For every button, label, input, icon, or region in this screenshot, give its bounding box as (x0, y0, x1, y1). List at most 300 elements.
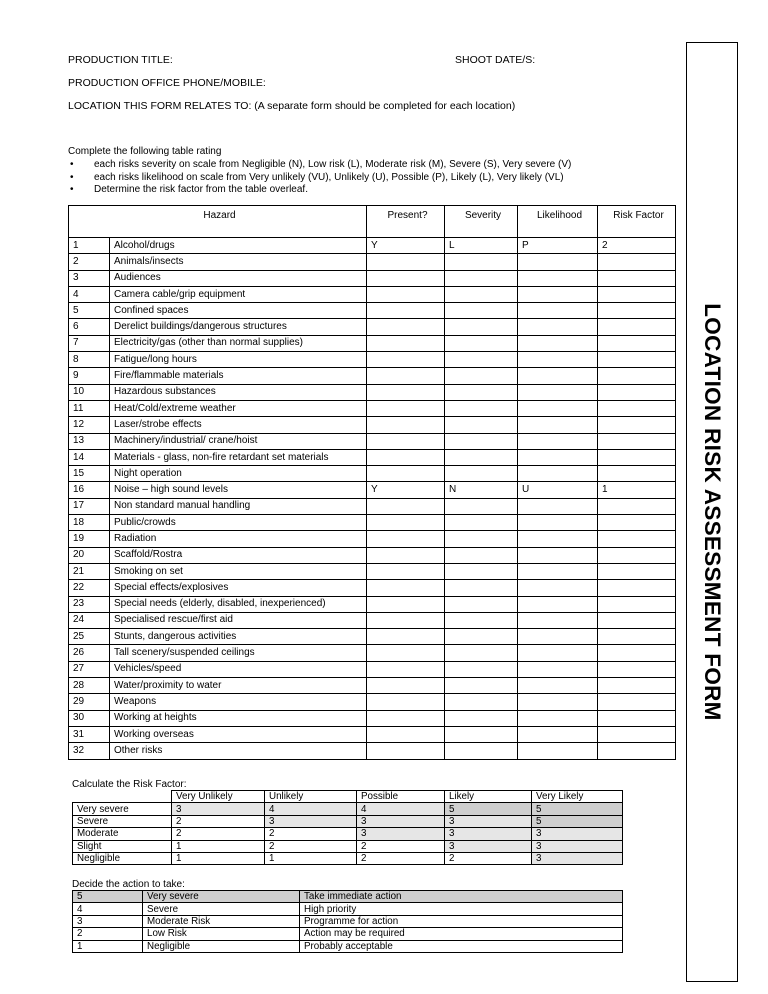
hazard-row (69, 400, 676, 416)
present-cell (367, 400, 445, 416)
instruction-item: • Determine the risk factor from the table overleaf. (68, 184, 668, 197)
hazard-name: Scaffold/Rostra (110, 547, 367, 563)
matrix-col-header: Very Unlikely (172, 791, 265, 803)
present-cell (367, 596, 445, 612)
present-cell (367, 498, 445, 514)
hazard-table (68, 205, 676, 760)
hazard-name: Confined spaces (110, 303, 367, 319)
likelihood-cell (518, 710, 598, 726)
likelihood-cell (518, 743, 598, 759)
risk-factor-cell (598, 645, 676, 661)
risk-factor-cell (598, 449, 676, 465)
matrix-cell: 3 (445, 815, 532, 827)
hazard-number: 15 (69, 466, 110, 482)
hazard-row (69, 335, 676, 351)
matrix-cell: 3 (445, 840, 532, 852)
matrix-cell: 3 (172, 803, 265, 815)
hazard-number: 4 (69, 286, 110, 302)
risk-factor-cell (598, 678, 676, 694)
likelihood-cell (518, 384, 598, 400)
likelihood-cell (518, 694, 598, 710)
hazard-number: 16 (69, 482, 110, 498)
hazard-number: 24 (69, 612, 110, 628)
present-cell (367, 303, 445, 319)
matrix-cell: 5 (532, 815, 623, 827)
hazard-number: 31 (69, 726, 110, 742)
hazard-name: Materials - glass, non-fire retardant set materials (110, 449, 367, 465)
present-cell (367, 466, 445, 482)
hazard-row (69, 563, 676, 579)
likelihood-cell (518, 417, 598, 433)
likelihood-cell (518, 547, 598, 563)
likelihood-cell (518, 335, 598, 351)
col-header-hazard: Hazard (69, 206, 367, 238)
matrix-cell: 4 (265, 803, 357, 815)
risk-matrix (72, 790, 623, 865)
action-severity: Very severe (143, 891, 300, 903)
hazard-row (69, 368, 676, 384)
hazard-number: 6 (69, 319, 110, 335)
matrix-cell: 5 (445, 803, 532, 815)
matrix-cell: 3 (357, 815, 445, 827)
hazard-name: Laser/strobe effects (110, 417, 367, 433)
matrix-cell: 3 (532, 840, 623, 852)
severity-cell: L (445, 238, 518, 254)
hazard-row (69, 498, 676, 514)
hazard-row (69, 254, 676, 270)
risk-factor-cell (598, 515, 676, 531)
hazard-name: Special needs (elderly, disabled, inexperienced) (110, 596, 367, 612)
risk-factor-cell (598, 254, 676, 270)
shoot-dates-label: SHOOT DATE/S: (455, 54, 536, 66)
action-table-title: Decide the action to take: (72, 879, 185, 890)
matrix-cell: 1 (265, 852, 357, 864)
hazard-number: 8 (69, 352, 110, 368)
hazard-name: Water/proximity to water (110, 678, 367, 694)
risk-factor-cell (598, 661, 676, 677)
hazard-row (69, 303, 676, 319)
severity-cell (445, 498, 518, 514)
risk-matrix-row (73, 828, 623, 840)
present-cell: Y (367, 238, 445, 254)
likelihood-cell (518, 678, 598, 694)
hazard-row (69, 726, 676, 742)
likelihood-cell (518, 254, 598, 270)
severity-cell (445, 743, 518, 759)
risk-matrix-row (73, 840, 623, 852)
hazard-row (69, 678, 676, 694)
hazard-number: 21 (69, 563, 110, 579)
matrix-cell: 2 (357, 840, 445, 852)
matrix-row-label: Severe (73, 815, 172, 827)
likelihood-cell (518, 661, 598, 677)
action-table (72, 890, 623, 953)
present-cell (367, 515, 445, 531)
hazard-name: Camera cable/grip equipment (110, 286, 367, 302)
present-cell (367, 694, 445, 710)
present-cell (367, 368, 445, 384)
likelihood-cell (518, 400, 598, 416)
action-severity: Moderate Risk (143, 915, 300, 927)
risk-factor-cell (598, 417, 676, 433)
hazard-row (69, 661, 676, 677)
action-row (73, 903, 623, 915)
likelihood-cell (518, 580, 598, 596)
severity-cell (445, 368, 518, 384)
matrix-row-label: Slight (73, 840, 172, 852)
matrix-cell: 2 (265, 840, 357, 852)
risk-factor-cell (598, 319, 676, 335)
severity-cell (445, 270, 518, 286)
present-cell: Y (367, 482, 445, 498)
hazard-number: 5 (69, 303, 110, 319)
likelihood-cell (518, 629, 598, 645)
matrix-cell: 2 (172, 828, 265, 840)
likelihood-cell: P (518, 238, 598, 254)
hazard-number: 26 (69, 645, 110, 661)
risk-factor-cell (598, 710, 676, 726)
severity-cell (445, 694, 518, 710)
present-cell (367, 286, 445, 302)
matrix-cell: 3 (265, 815, 357, 827)
present-cell (367, 612, 445, 628)
hazard-number: 19 (69, 531, 110, 547)
present-cell (367, 563, 445, 579)
location-label: LOCATION THIS FORM RELATES TO: (A separate form should be completed for each location) (68, 100, 516, 112)
risk-factor-cell (598, 270, 676, 286)
hazard-name: Weapons (110, 694, 367, 710)
hazard-row (69, 384, 676, 400)
hazard-row (69, 238, 676, 254)
hazard-number: 23 (69, 596, 110, 612)
action-severity: Severe (143, 903, 300, 915)
hazard-number: 32 (69, 743, 110, 759)
likelihood-cell (518, 319, 598, 335)
risk-factor-cell (598, 498, 676, 514)
present-cell (367, 645, 445, 661)
severity-cell (445, 563, 518, 579)
severity-cell (445, 449, 518, 465)
likelihood-cell (518, 270, 598, 286)
severity-cell (445, 254, 518, 270)
present-cell (367, 417, 445, 433)
hazard-name: Fatigue/long hours (110, 352, 367, 368)
likelihood-cell (518, 286, 598, 302)
severity-cell (445, 661, 518, 677)
likelihood-cell (518, 433, 598, 449)
risk-factor-cell: 2 (598, 238, 676, 254)
hazard-number: 18 (69, 515, 110, 531)
matrix-cell: 1 (172, 840, 265, 852)
hazard-name: Alcohol/drugs (110, 238, 367, 254)
present-cell (367, 335, 445, 351)
severity-cell (445, 612, 518, 628)
severity-cell (445, 726, 518, 742)
action-row (73, 915, 623, 927)
hazard-name: Animals/insects (110, 254, 367, 270)
hazard-number: 29 (69, 694, 110, 710)
risk-factor-cell (598, 743, 676, 759)
col-header-severity: Severity (445, 206, 518, 238)
present-cell (367, 661, 445, 677)
hazard-name: Smoking on set (110, 563, 367, 579)
severity-cell (445, 629, 518, 645)
hazard-number: 30 (69, 710, 110, 726)
action-text: Programme for action (300, 915, 623, 927)
hazard-number: 7 (69, 335, 110, 351)
instruction-item: • each risks likelihood on scale from Very unlikely (VU), Unlikely (U), Possible (P), Likely (L), Very likely (VL) (68, 172, 668, 185)
risk-factor-cell (598, 726, 676, 742)
form-title: LOCATION RISK ASSESSMENT FORM (700, 303, 725, 721)
hazard-row (69, 547, 676, 563)
present-cell (367, 726, 445, 742)
severity-cell (445, 531, 518, 547)
matrix-cell: 3 (357, 828, 445, 840)
matrix-col-header: Likely (445, 791, 532, 803)
hazard-row (69, 596, 676, 612)
likelihood-cell (518, 515, 598, 531)
hazard-name: Special effects/explosives (110, 580, 367, 596)
risk-factor-cell (598, 629, 676, 645)
hazard-name: Machinery/industrial/ crane/hoist (110, 433, 367, 449)
hazard-number: 20 (69, 547, 110, 563)
matrix-cell: 2 (172, 815, 265, 827)
risk-factor-cell (598, 580, 676, 596)
matrix-cell: 3 (445, 828, 532, 840)
severity-cell (445, 433, 518, 449)
hazard-row (69, 352, 676, 368)
severity-cell (445, 400, 518, 416)
matrix-cell: 3 (532, 852, 623, 864)
hazard-number: 12 (69, 417, 110, 433)
hazard-name: Fire/flammable materials (110, 368, 367, 384)
hazard-number: 17 (69, 498, 110, 514)
present-cell (367, 580, 445, 596)
risk-factor-cell (598, 303, 676, 319)
severity-cell (445, 319, 518, 335)
likelihood-cell (518, 531, 598, 547)
matrix-cell: 4 (357, 803, 445, 815)
hazard-name: Night operation (110, 466, 367, 482)
hazard-number: 11 (69, 400, 110, 416)
risk-factor-cell (598, 384, 676, 400)
hazard-name: Electricity/gas (other than normal supplies) (110, 335, 367, 351)
action-level: 1 (73, 940, 143, 952)
col-header-risk-factor: Risk Factor (598, 206, 676, 238)
severity-cell (445, 286, 518, 302)
severity-cell (445, 335, 518, 351)
hazard-row (69, 629, 676, 645)
action-level: 2 (73, 928, 143, 940)
matrix-cell: 5 (532, 803, 623, 815)
hazard-row (69, 531, 676, 547)
action-level: 3 (73, 915, 143, 927)
hazard-name: Heat/Cold/extreme weather (110, 400, 367, 416)
col-header-likelihood: Likelihood (518, 206, 598, 238)
risk-matrix-header (73, 791, 623, 803)
present-cell (367, 710, 445, 726)
col-header-present: Present? (367, 206, 445, 238)
risk-factor-cell (598, 352, 676, 368)
risk-factor-cell (598, 433, 676, 449)
hazard-row (69, 710, 676, 726)
matrix-col-header: Possible (357, 791, 445, 803)
risk-factor-cell (598, 335, 676, 351)
likelihood-cell (518, 726, 598, 742)
hazard-row (69, 694, 676, 710)
likelihood-cell (518, 612, 598, 628)
severity-cell (445, 466, 518, 482)
likelihood-cell (518, 303, 598, 319)
matrix-row-label: Very severe (73, 803, 172, 815)
action-text: Probably acceptable (300, 940, 623, 952)
hazard-number: 27 (69, 661, 110, 677)
action-severity: Low Risk (143, 928, 300, 940)
risk-matrix-row (73, 852, 623, 864)
hazard-row (69, 433, 676, 449)
hazard-name: Public/crowds (110, 515, 367, 531)
hazard-name: Non standard manual handling (110, 498, 367, 514)
severity-cell (445, 352, 518, 368)
action-text: High priority (300, 903, 623, 915)
severity-cell (445, 580, 518, 596)
risk-factor-cell (598, 286, 676, 302)
hazard-name: Specialised rescue/first aid (110, 612, 367, 628)
action-level: 5 (73, 891, 143, 903)
hazard-number: 9 (69, 368, 110, 384)
hazard-name: Tall scenery/suspended ceilings (110, 645, 367, 661)
risk-factor-cell (598, 466, 676, 482)
likelihood-cell (518, 449, 598, 465)
risk-matrix-title: Calculate the Risk Factor: (72, 779, 187, 790)
instructions-list (68, 159, 668, 197)
risk-matrix-row (73, 815, 623, 827)
hazard-name: Hazardous substances (110, 384, 367, 400)
risk-factor-cell (598, 368, 676, 384)
present-cell (367, 384, 445, 400)
instruction-item: • each risks severity on scale from Negligible (N), Low risk (L), Moderate risk (M), Severe (S), Very severe (V) (68, 159, 668, 172)
hazard-table-header (69, 206, 676, 238)
severity-cell (445, 596, 518, 612)
hazard-row (69, 482, 676, 498)
risk-factor-cell (598, 531, 676, 547)
present-cell (367, 547, 445, 563)
hazard-name: Stunts, dangerous activities (110, 629, 367, 645)
hazard-name: Noise – high sound levels (110, 482, 367, 498)
hazard-name: Radiation (110, 531, 367, 547)
hazard-number: 22 (69, 580, 110, 596)
instructions (68, 145, 668, 197)
likelihood-cell (518, 466, 598, 482)
matrix-cell: 1 (172, 852, 265, 864)
hazard-row (69, 580, 676, 596)
likelihood-cell (518, 352, 598, 368)
present-cell (367, 678, 445, 694)
risk-factor-cell (598, 400, 676, 416)
instructions-intro: Complete the following table rating (68, 146, 222, 157)
matrix-cell: 2 (265, 828, 357, 840)
production-title-label: PRODUCTION TITLE: (68, 54, 173, 66)
action-level: 4 (73, 903, 143, 915)
likelihood-cell (518, 368, 598, 384)
severity-cell (445, 417, 518, 433)
matrix-cell: 2 (357, 852, 445, 864)
hazard-name: Working overseas (110, 726, 367, 742)
hazard-number: 3 (69, 270, 110, 286)
matrix-col-header: Unlikely (265, 791, 357, 803)
office-phone-label: PRODUCTION OFFICE PHONE/MOBILE: (68, 77, 266, 89)
likelihood-cell (518, 596, 598, 612)
hazard-name: Other risks (110, 743, 367, 759)
hazard-number: 25 (69, 629, 110, 645)
likelihood-cell (518, 498, 598, 514)
severity-cell (445, 645, 518, 661)
present-cell (367, 270, 445, 286)
risk-factor-cell (598, 596, 676, 612)
matrix-col-header: Very Likely (532, 791, 623, 803)
hazard-name: Working at heights (110, 710, 367, 726)
present-cell (367, 254, 445, 270)
severity-cell (445, 303, 518, 319)
severity-cell (445, 710, 518, 726)
action-text: Action may be required (300, 928, 623, 940)
severity-cell (445, 678, 518, 694)
hazard-name: Derelict buildings/dangerous structures (110, 319, 367, 335)
severity-cell (445, 515, 518, 531)
action-row (73, 940, 623, 952)
hazard-row (69, 319, 676, 335)
risk-factor-cell (598, 612, 676, 628)
risk-factor-cell: 1 (598, 482, 676, 498)
hazard-row (69, 286, 676, 302)
hazard-number: 28 (69, 678, 110, 694)
present-cell (367, 743, 445, 759)
hazard-row (69, 645, 676, 661)
likelihood-cell (518, 563, 598, 579)
hazard-name: Vehicles/speed (110, 661, 367, 677)
action-row (73, 891, 623, 903)
risk-factor-cell (598, 547, 676, 563)
severity-cell (445, 547, 518, 563)
hazard-row (69, 417, 676, 433)
hazard-number: 13 (69, 433, 110, 449)
risk-matrix-row (73, 803, 623, 815)
risk-factor-cell (598, 563, 676, 579)
present-cell (367, 319, 445, 335)
likelihood-cell: U (518, 482, 598, 498)
hazard-row (69, 270, 676, 286)
matrix-row-label: Negligible (73, 852, 172, 864)
hazard-row (69, 466, 676, 482)
action-severity: Negligible (143, 940, 300, 952)
severity-cell (445, 384, 518, 400)
risk-factor-cell (598, 694, 676, 710)
hazard-number: 1 (69, 238, 110, 254)
likelihood-cell (518, 645, 598, 661)
hazard-row (69, 743, 676, 759)
hazard-number: 10 (69, 384, 110, 400)
hazard-number: 2 (69, 254, 110, 270)
present-cell (367, 352, 445, 368)
hazard-number: 14 (69, 449, 110, 465)
matrix-cell: 3 (532, 828, 623, 840)
hazard-row (69, 612, 676, 628)
severity-cell: N (445, 482, 518, 498)
present-cell (367, 449, 445, 465)
present-cell (367, 531, 445, 547)
matrix-row-label: Moderate (73, 828, 172, 840)
action-text: Take immediate action (300, 891, 623, 903)
